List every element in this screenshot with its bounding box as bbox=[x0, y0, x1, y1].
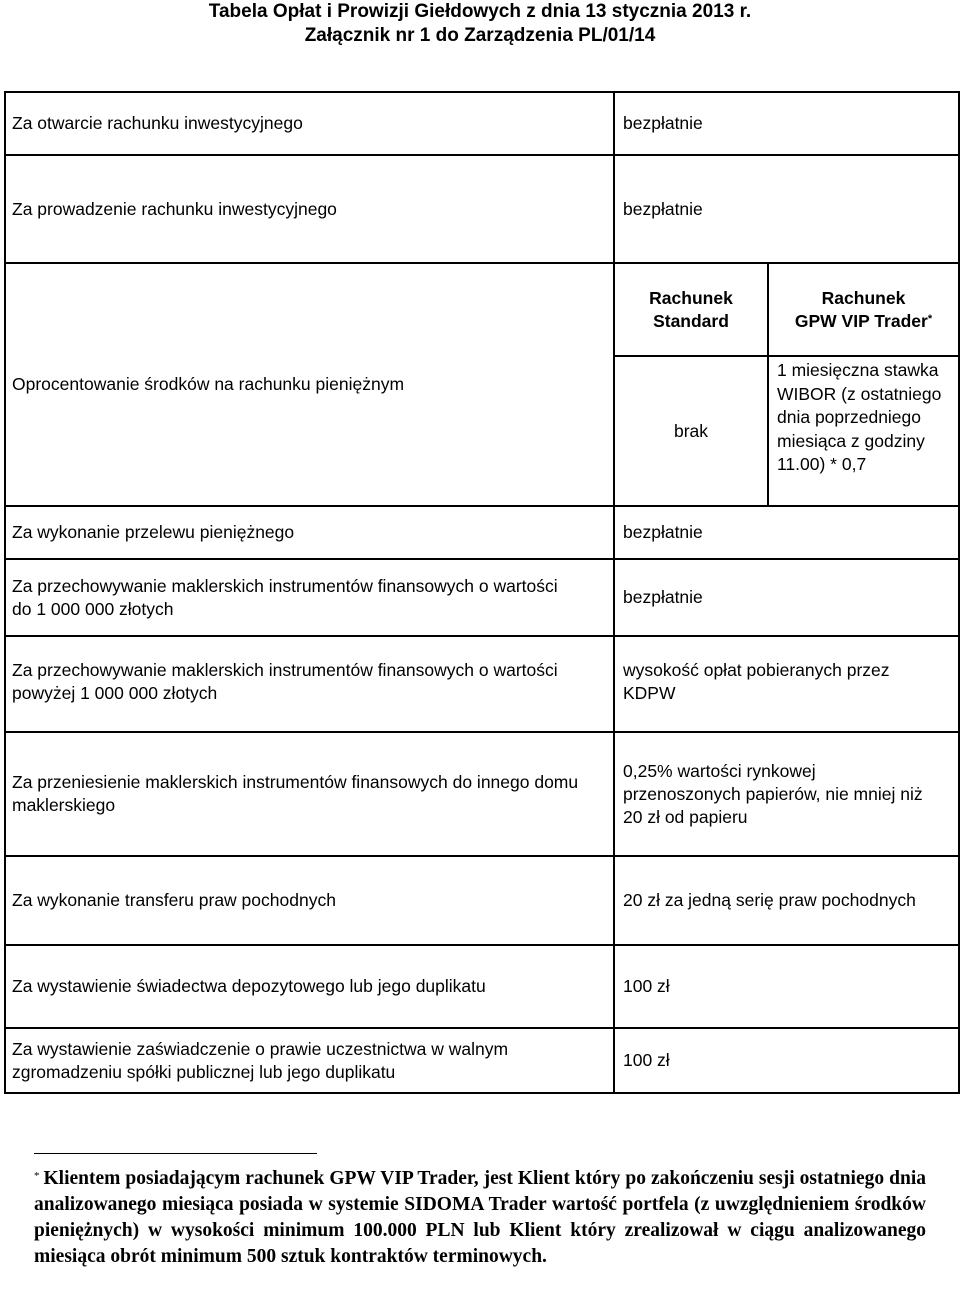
row-interest-label: Oprocentowanie środków na rachunku pieniężnym bbox=[12, 374, 405, 394]
footnote-separator bbox=[34, 1153, 317, 1154]
row-move-instruments-value: 0,25% wartości rynkowej przenoszonych papierów, nie mniej niż 20 zł od papieru bbox=[623, 760, 923, 827]
row-transfer-cash-value: bezpłatnie bbox=[623, 522, 703, 542]
row-custody-below-value: bezpłatnie bbox=[623, 587, 703, 607]
document-subtitle: Załącznik nr 1 do Zarządzenia PL/01/14 bbox=[304, 25, 656, 46]
row-interest-standard-value: brak bbox=[673, 420, 709, 441]
col-header-standard-line1: Rachunek bbox=[649, 287, 733, 308]
row-deposit-certificate-value: 100 zł bbox=[623, 976, 670, 996]
footnote-text: Klientem posiadającym rachunek GPW VIP Trader, jest Klient który po zakończeniu sesji ostatniego dnia analizowanego miesiąca posiada w systemie SIDOMA Trader wartość portfela (z uwzględnieniem środków pieniężnych) w wysokości minimum 100.000 PLN lub Klient który zrealizował w ciągu analizowanego miesiąca obrót minimum 500 sztuk kontraktów terminowych. bbox=[34, 1168, 926, 1267]
col-header-vip bbox=[769, 264, 958, 355]
row-open-account-label: Za otwarcie rachunku inwestycyjnego bbox=[12, 113, 303, 133]
row-deposit-certificate-label: Za wystawienie świadectwa depozytowego lub jego duplikatu bbox=[12, 976, 486, 996]
row-custody-above-label: Za przechowywanie maklerskich instrumentów finansowych o wartości powyżej 1 000 000 złotych bbox=[12, 660, 558, 703]
col-header-vip-line2: GPW VIP Trader* bbox=[794, 310, 933, 331]
row-maintain-account-label: Za prowadzenie rachunku inwestycyjnego bbox=[12, 198, 337, 219]
row-maintain-account-value: bezpłatnie bbox=[623, 198, 703, 219]
footnote bbox=[34, 1166, 926, 1270]
row-derivatives-transfer-label: Za wykonanie transferu praw pochodnych bbox=[12, 890, 336, 910]
col-header-standard-line2: Standard bbox=[653, 310, 729, 331]
col-header-vip-line1: Rachunek bbox=[821, 287, 906, 308]
row-custody-below-label: Za przechowywanie maklerskich instrumentów finansowych o wartości do 1 000 000 złotych bbox=[12, 575, 558, 619]
document-title: Tabela Opłat i Prowizji Giełdowych z dnia 13 stycznia 2013 r. bbox=[208, 1, 752, 22]
row-interest-vip-value: 1 miesięczna stawka WIBOR (z ostatniego dnia poprzedniego miesiąca z godziny 11.00) * 0,7 bbox=[777, 360, 942, 474]
row-meeting-certificate-label: Za wystawienie zaświadczenie o prawie uczestnictwa w walnym zgromadzeniu spółki publicznej lub jego duplikatu bbox=[12, 1038, 509, 1082]
row-open-account-value: bezpłatnie bbox=[623, 113, 703, 133]
row-transfer-cash-label: Za wykonanie przelewu pieniężnego bbox=[12, 522, 295, 542]
row-custody-above-value: wysokość opłat pobieranych przez KDPW bbox=[623, 660, 890, 703]
footnote-ref-mark: * bbox=[927, 312, 933, 325]
col-header-standard bbox=[615, 264, 767, 355]
row-move-instruments-label: Za przeniesienie maklerskich instrumentów finansowych do innego domu maklerskiego bbox=[12, 772, 579, 815]
row-derivatives-transfer-value: 20 zł za jedną serię praw pochodnych bbox=[623, 890, 916, 910]
footnote-mark: * bbox=[34, 1170, 40, 1182]
row-meeting-certificate-value: 100 zł bbox=[623, 1050, 670, 1070]
